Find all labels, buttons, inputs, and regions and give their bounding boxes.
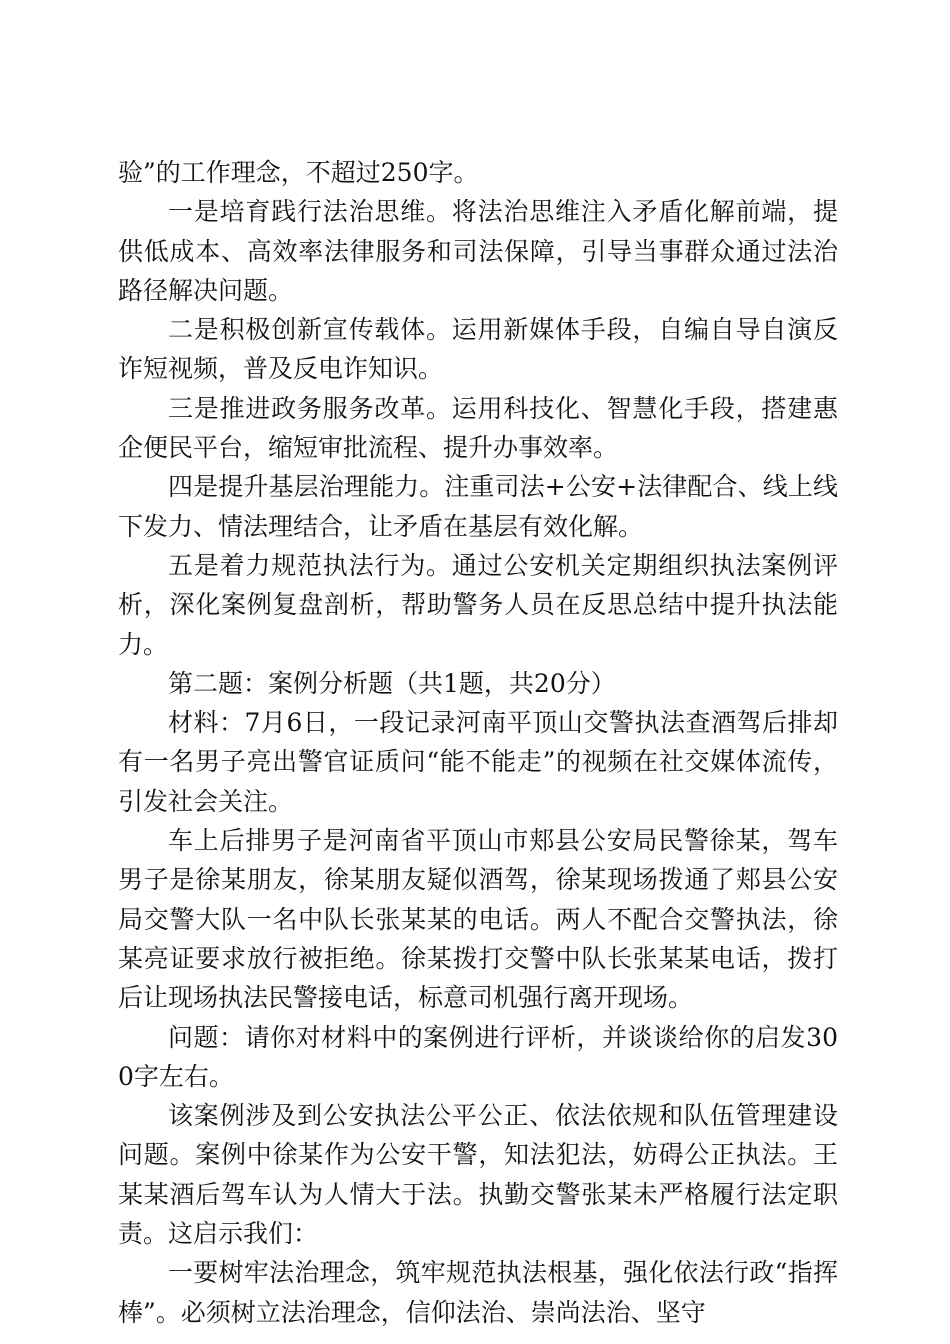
paragraph-point-five: 五是着力规范执法行为。通过公安机关定期组织执法案例评析，深化案例复盘剖析，帮助警务人员在反思总结中提升执法能力。 bbox=[118, 550, 838, 659]
section-heading: 第二题：案例分析题（共1题，共20分） bbox=[168, 668, 616, 698]
paragraph-point-three: 三是推进政务服务改革。运用科技化、智慧化手段，搭建惠企便民平台，缩短审批流程、提升办事效率。 bbox=[118, 393, 838, 463]
paragraph-point-one: 一是培育践行法治思维。将法治思维注入矛盾化解前端，提供低成本、高效率法律服务和司法保障，引导当事群众通过法治路径解决问题。 bbox=[118, 197, 838, 305]
paragraph-point-two: 二是积极创新宣传载体。运用新媒体手段，自编自导自演反诈短视频，普及反电诈知识。 bbox=[118, 315, 838, 384]
paragraph-insight-one: 一要树牢法治理念，筑牢规范执法根基，强化依法行政“指挥棒”。必须树立法治理念，信仰法治、崇尚法治、坚守 bbox=[118, 1258, 838, 1327]
paragraph-analysis: 该案例涉及到公安执法公平公正、依法依规和队伍管理建设问题。案例中徐某作为公安干警，知法犯法，妨碍公正执法。王某某酒后驾车认为人情大于法。执勤交警张某未严格履行法定职责。这启示我们： bbox=[118, 1101, 838, 1249]
paragraph-question: 问题：请你对材料中的案例进行评析，并谈谈给你的启发300字左右。 bbox=[118, 1022, 838, 1091]
paragraph-material: 材料：7月6日，一段记录河南平顶山交警执法查酒驾后排却有一名男子亮出警官证质问“能不能走”的视频在社交媒体流传，引发社会关注。 bbox=[118, 708, 838, 816]
paragraph-point-four: 四是提升基层治理能力。注重司法+公安+法律配合、线上线下发力、情法理结合，让矛盾在基层有效化解。 bbox=[118, 472, 838, 541]
paragraph-case-details: 车上后排男子是河南省平顶山市郏县公安局民警徐某，驾车男子是徐某朋友，徐某朋友疑似酒驾，徐某现场拨通了郏县公安局交警大队一名中队长张某某的电话。两人不配合交警执法，徐某亮证要求放行被拒绝。徐某拨打交警中队长张某某电话，拨打后让现场执法民警接电话，标意司机强行离开现场。 bbox=[118, 826, 838, 1013]
paragraph-intro-tail: 验”的工作理念，不超过250字。 bbox=[118, 158, 479, 187]
document-body bbox=[118, 153, 838, 1332]
